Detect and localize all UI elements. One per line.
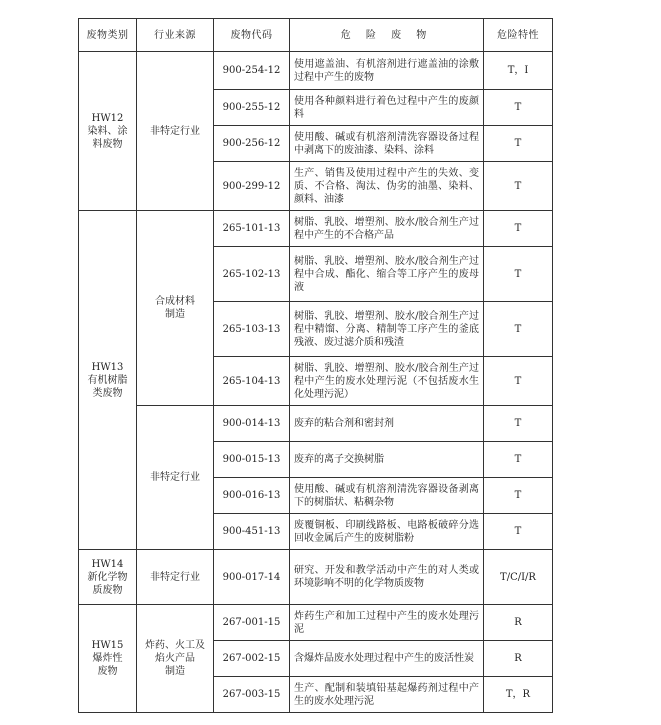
- code-cell: [214, 247, 290, 302]
- hazard-property-cell: [484, 605, 553, 641]
- hazard-property-cell-line: T: [514, 268, 522, 280]
- category-cell-line: 料废物: [92, 138, 123, 150]
- waste-description-cell: [290, 162, 484, 211]
- hazard-property-cell: [484, 442, 553, 478]
- waste-description-cell-line: 生产、销售及使用过程中产生的失效、变质、不合格、淘汰、伪劣的油墨、染料、颜料、油漆: [294, 167, 479, 205]
- category-cell: [79, 550, 137, 605]
- category-cell: [79, 211, 137, 550]
- code-cell-line: 900-256-12: [222, 138, 281, 149]
- source-cell: [137, 605, 214, 713]
- source-cell-line: 非特定行业: [150, 125, 200, 137]
- waste-description-cell-line: 树脂、乳胶、增塑剂、胶水/胶合剂生产过程中合成、酯化、缩合等工序产生的废母液: [294, 255, 479, 293]
- category-cell-line: 类废物: [92, 387, 123, 399]
- code-cell-line: 267-001-15: [222, 617, 281, 628]
- waste-description-cell: [290, 302, 484, 357]
- header-waste: 危 险 废 物: [290, 19, 484, 52]
- waste-description-cell-line: 树脂、乳胶、增塑剂、胶水/胶合剂生产过程中精馏、分离、精制等工序产生的釜底残液、废过滤介质和残渣: [294, 310, 479, 348]
- code-cell: [214, 677, 290, 713]
- code-cell-line: 900-015-13: [222, 454, 281, 465]
- code-cell: [214, 605, 290, 641]
- code-cell-line: 265-101-13: [222, 223, 281, 234]
- hazard-property-cell-line: T: [514, 180, 522, 192]
- hazardous-waste-table: [78, 18, 553, 713]
- source-cell-line: 合成材料: [155, 296, 195, 307]
- hazard-property-cell-line: R: [514, 617, 522, 628]
- waste-description-cell: [290, 605, 484, 641]
- code-cell: [214, 442, 290, 478]
- code-cell-line: 265-104-13: [222, 375, 281, 387]
- hazard-property-cell: [484, 302, 553, 357]
- waste-description-cell-line: 生产、配制和装填铅基起爆药剂过程中产生的废水处理污泥: [294, 682, 479, 707]
- hazard-property-cell-line: T，R: [505, 689, 531, 700]
- code-cell: [214, 126, 290, 162]
- waste-description-cell-line: 废弃的离子交换树脂: [294, 454, 384, 465]
- code-cell: [214, 302, 290, 357]
- waste-description-cell-line: 树脂、乳胶、增塑剂、胶水/胶合剂生产过程中产生的不合格产品: [294, 216, 479, 241]
- waste-description-cell: [290, 126, 484, 162]
- code-cell: [214, 514, 290, 550]
- hazard-property-cell-line: T: [514, 138, 522, 149]
- hazard-property-cell: [484, 406, 553, 442]
- table-row: [79, 52, 553, 90]
- waste-description-cell-line: 炸药生产和加工过程中产生的废水处理污泥: [294, 610, 479, 635]
- hazard-property-cell-line: T/C/I/R: [500, 571, 536, 583]
- waste-description-cell-line: 研究、开发和教学活动中产生的对人类或环境影响不明的化学物质废物: [294, 565, 479, 589]
- header-category: 废物类别: [79, 19, 137, 52]
- code-cell-line: 900-255-12: [222, 102, 281, 113]
- header-code: 废物代码: [214, 19, 290, 52]
- source-cell-line: 制造: [165, 666, 185, 677]
- code-cell-line: 267-002-15: [222, 653, 281, 664]
- waste-description-cell: [290, 52, 484, 90]
- code-cell: [214, 211, 290, 247]
- waste-description-cell: [290, 442, 484, 478]
- category-cell-line: 质废物: [92, 584, 123, 596]
- hazard-property-cell-line: T: [514, 223, 522, 234]
- waste-description-cell: [290, 478, 484, 514]
- hazard-property-cell-line: T: [514, 375, 522, 387]
- waste-description-cell-line: 废覆铜板、印刷线路板、电路板破碎分选回收金属后产生的废树脂粉: [294, 519, 479, 544]
- hazard-property-cell: [484, 52, 553, 90]
- hazard-property-cell: [484, 514, 553, 550]
- category-cell-line: 染料、涂: [87, 125, 128, 137]
- hazard-property-cell: [484, 357, 553, 406]
- hazard-property-cell-line: T: [514, 454, 522, 465]
- waste-description-cell: [290, 211, 484, 247]
- code-cell-line: 265-103-13: [222, 323, 281, 335]
- code-cell-line: 900-017-14: [222, 571, 281, 583]
- hazard-property-cell: [484, 677, 553, 713]
- category-cell: [79, 52, 137, 211]
- code-cell: [214, 90, 290, 126]
- source-cell-line: 炸药、火工及: [145, 640, 205, 651]
- code-cell: [214, 52, 290, 90]
- waste-description-cell-line: 使用酸、碱或有机溶剂清洗容器设备剥离下的树脂状、粘稠杂物: [294, 483, 479, 508]
- waste-description-cell: [290, 357, 484, 406]
- category-cell-line: HW12: [91, 112, 124, 124]
- hazard-property-cell-line: T: [514, 526, 522, 537]
- hazard-property-cell-line: T: [514, 490, 522, 501]
- code-cell-line: 267-003-15: [222, 689, 281, 700]
- waste-description-cell: [290, 550, 484, 605]
- header-property: 危险特性: [484, 19, 553, 52]
- code-cell: [214, 641, 290, 677]
- waste-description-cell: [290, 90, 484, 126]
- category-cell-line: 新化学物: [87, 571, 128, 583]
- source-cell: [137, 52, 214, 211]
- source-cell-line: 非特定行业: [150, 472, 200, 483]
- code-cell: [214, 478, 290, 514]
- code-cell: [214, 162, 290, 211]
- code-cell-line: 900-014-13: [222, 418, 281, 429]
- category-cell-line: HW15: [91, 640, 124, 651]
- hazard-property-cell: [484, 162, 553, 211]
- code-cell-line: 900-299-12: [222, 180, 281, 192]
- code-cell-line: 900-451-13: [222, 526, 281, 537]
- code-cell-line: 265-102-13: [222, 268, 281, 280]
- waste-description-cell-line: 废弃的粘合剂和密封剂: [294, 418, 394, 429]
- waste-description-cell-line: 树脂、乳胶、增塑剂、胶水/胶合剂生产过程中产生的废水处理污泥（不包括废水生化处理污泥）: [294, 362, 479, 400]
- hazard-property-cell: [484, 641, 553, 677]
- code-cell-line: 900-016-13: [222, 490, 281, 501]
- hazard-property-cell-line: T，I: [507, 65, 529, 76]
- waste-description-cell-line: 使用酸、碱或有机溶剂清洗容器设备过程中剥离下的废油漆、染料、涂料: [294, 131, 479, 156]
- category-cell-line: 有机树脂: [87, 374, 128, 386]
- hazard-property-cell: [484, 247, 553, 302]
- waste-description-cell: [290, 247, 484, 302]
- hazard-property-cell-line: T: [514, 323, 522, 335]
- code-cell-line: 900-254-12: [222, 65, 281, 76]
- source-cell-line: 非特定行业: [150, 571, 200, 583]
- hazard-property-cell-line: R: [514, 653, 522, 664]
- source-cell: [137, 550, 214, 605]
- hazard-property-cell: [484, 90, 553, 126]
- category-cell-line: HW14: [91, 558, 124, 570]
- category-cell: [79, 605, 137, 713]
- hazard-property-cell: [484, 211, 553, 247]
- table-row: [79, 550, 553, 605]
- waste-description-cell-line: 含爆炸品废水处理过程中产生的废活性炭: [294, 653, 474, 664]
- category-cell-line: HW13: [91, 361, 124, 373]
- hazard-property-cell: [484, 478, 553, 514]
- code-cell: [214, 406, 290, 442]
- table-row: [79, 211, 553, 247]
- table-body: [79, 52, 553, 713]
- hazard-property-cell: [484, 126, 553, 162]
- source-cell-line: 制造: [165, 309, 185, 320]
- source-cell-line: 焰火产品: [155, 653, 195, 664]
- waste-description-cell: [290, 641, 484, 677]
- code-cell: [214, 550, 290, 605]
- hazard-property-cell-line: T: [514, 418, 522, 429]
- waste-description-cell-line: 使用各种颜料进行着色过程中产生的废颜料: [294, 95, 479, 120]
- table-row: [79, 406, 553, 442]
- category-cell-line: 爆炸性: [92, 653, 123, 664]
- waste-description-cell: [290, 406, 484, 442]
- source-cell: [137, 406, 214, 550]
- table-row: [79, 605, 553, 641]
- hazard-property-cell-line: T: [514, 102, 522, 113]
- code-cell: [214, 357, 290, 406]
- source-cell: [137, 211, 214, 406]
- category-cell-line: 废物: [97, 666, 118, 677]
- waste-description-cell: [290, 514, 484, 550]
- hazard-property-cell: [484, 550, 553, 605]
- waste-description-cell-line: 使用遮盖油、有机溶剂进行遮盖油的涂敷过程中产生的废物: [294, 58, 479, 83]
- header-source: 行业来源: [137, 19, 214, 52]
- waste-description-cell: [290, 677, 484, 713]
